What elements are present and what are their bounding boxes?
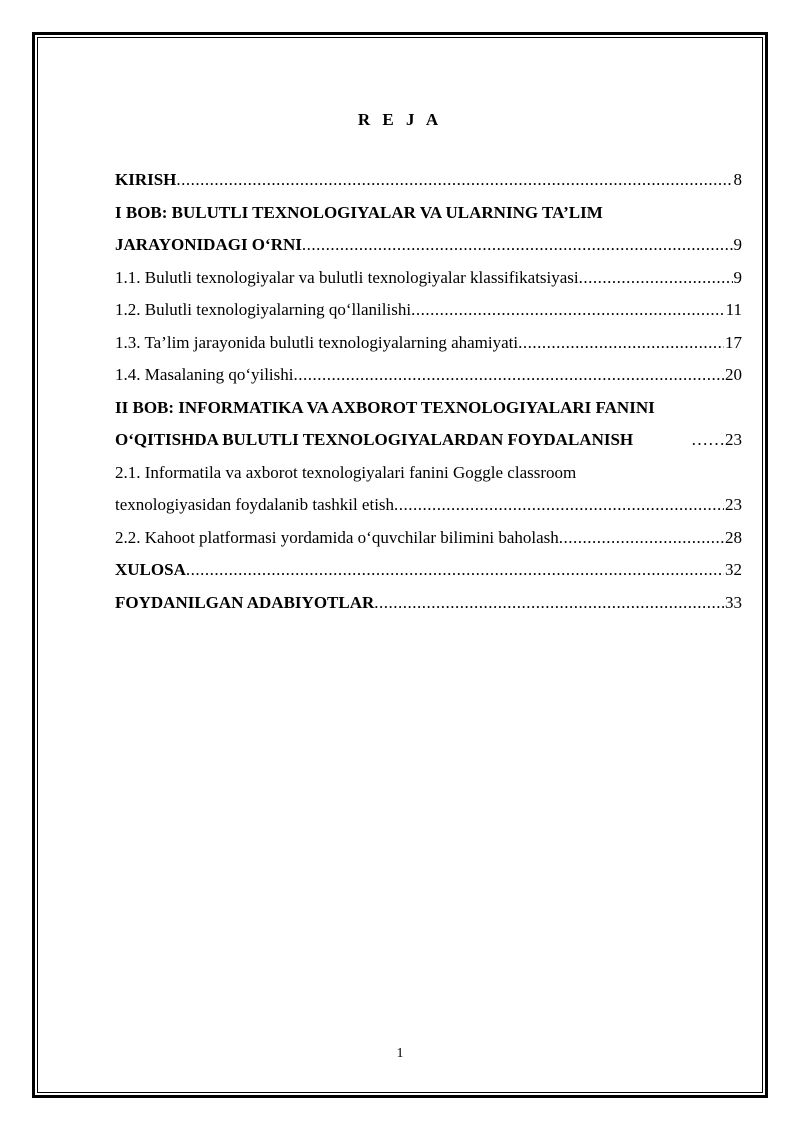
toc-entry-page: 9 (733, 267, 742, 287)
toc-entry-page: 28 (725, 527, 742, 547)
toc-entry-text: XULOSA (115, 560, 186, 579)
toc-entry-page: 9 (733, 235, 742, 254)
toc-entry (115, 294, 742, 327)
toc-entry-text: I BOB: BULUTLI TEXNOLOGIYALAR VA ULARNING TA’LIM (115, 202, 603, 222)
toc-entry-text: 2.2. Kahoot platformasi yordamida o‘quvchilar bilimini baholash (115, 527, 559, 547)
toc-entry (115, 424, 742, 457)
toc-entry-page: 11 (725, 300, 742, 319)
toc-entry (115, 489, 742, 522)
toc-entry-text: 1.2. Bulutli texnologiyalarning qo‘llanilishi (115, 300, 412, 319)
toc-entry-text: 1.3. Ta’lim jarayonida bulutli texnologiyalarning ahamiyati (115, 332, 519, 352)
toc-entry-text: II BOB: INFORMATIKA VA AXBOROT TEXNOLOGIYALARI FANINI (115, 397, 655, 417)
toc-entry-page: 20 (725, 365, 742, 384)
toc-leader (293, 359, 724, 392)
toc-entry-text: texnologiyasidan foydalanib tashkil etish (115, 495, 395, 514)
toc-entry (115, 359, 742, 392)
toc-entry-text: FOYDANILGAN ADABIYOTLAR (115, 592, 375, 612)
toc-entry-text: JARAYONIDAGI O‘RNI (115, 235, 302, 254)
toc-entry-page: 17 (725, 332, 742, 352)
page-number: 1 (396, 1046, 404, 1061)
toc-entry-text: 2.1. Informatila va axborot texnologiyalari fanini Goggle classroom (115, 462, 577, 482)
table-of-contents (115, 164, 742, 619)
toc-leader (518, 327, 724, 360)
toc-entry (115, 262, 742, 295)
document-title: R E J A (357, 110, 443, 129)
toc-leader (176, 164, 732, 197)
toc-entry (115, 522, 742, 555)
toc-entry (115, 327, 742, 360)
toc-entry (115, 197, 742, 230)
toc-entry-page: 23 (725, 495, 742, 514)
toc-leader (374, 587, 724, 620)
toc-leader (186, 554, 724, 587)
toc-leader (411, 294, 725, 327)
toc-entry-page: ……23 (691, 430, 742, 449)
toc-entry (115, 554, 742, 587)
toc-entry-page: 32 (725, 560, 742, 579)
toc-entry (115, 457, 742, 490)
toc-leader (579, 262, 733, 295)
toc-entry-page: 33 (725, 592, 742, 612)
toc-entry (115, 587, 742, 620)
toc-leader (394, 489, 724, 522)
toc-entry-text: 1.1. Bulutli texnologiyalar va bulutli texnologiyalar klassifikatsiyasi (115, 267, 579, 287)
toc-leader (302, 229, 733, 262)
toc-entry (115, 164, 742, 197)
toc-entry (115, 392, 742, 425)
toc-entry-page: 8 (733, 170, 742, 189)
toc-leader (559, 522, 724, 555)
toc-entry-text: 1.4. Masalaning qo‘yilishi (115, 365, 294, 384)
toc-entry-text: KIRISH (115, 170, 177, 189)
toc-entry (115, 229, 742, 262)
toc-entry-text: O‘QITISHDA BULUTLI TEXNOLOGIYALARDAN FOYDALANISH (115, 430, 634, 449)
